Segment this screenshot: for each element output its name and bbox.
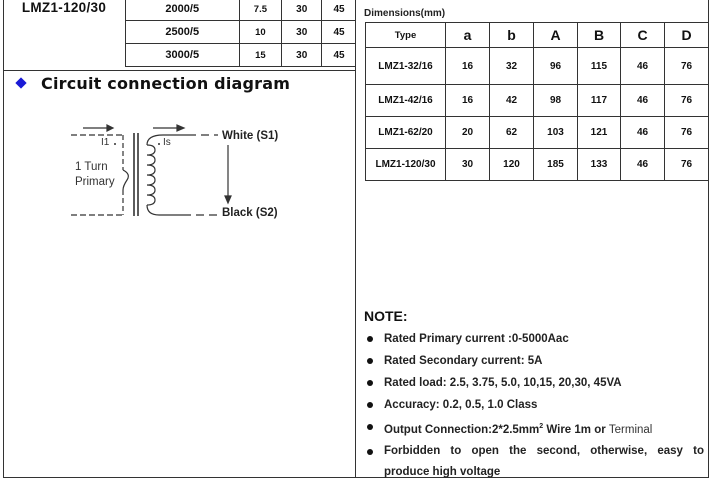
primary-label-line1: 1 Turn xyxy=(75,161,108,173)
value-cell: 32 xyxy=(490,48,534,85)
value-cell: 30 xyxy=(446,149,490,181)
value-cell: 96 xyxy=(534,48,578,85)
value-cell: 76 xyxy=(665,117,709,149)
dimensions-table xyxy=(365,22,709,181)
table-header-row xyxy=(366,23,709,48)
value-cell: 46 xyxy=(621,85,665,117)
note-item-forbidden xyxy=(364,441,704,483)
note-item xyxy=(364,394,704,416)
diamond-bullet-icon xyxy=(15,77,26,88)
note-text: produce high voltage xyxy=(384,465,501,478)
header-type: Type xyxy=(366,23,446,48)
transformer-schematic-icon xyxy=(3,118,356,228)
header-B: B xyxy=(578,23,621,48)
value-cell: 133 xyxy=(578,149,621,181)
value-cell: 30 xyxy=(282,44,322,67)
circuit-title-text: Circuit connection diagram xyxy=(41,74,291,93)
value-cell: 120 xyxy=(490,149,534,181)
right-panel xyxy=(355,0,709,478)
ratio-cell: 2000/5 xyxy=(126,0,240,21)
superscript: 2 xyxy=(539,423,544,430)
note-text: Output Connection:2*2.5mm xyxy=(384,423,540,436)
note-text: Accuracy: 0.2, 0.5, 1.0 Class xyxy=(384,399,538,411)
note-text: Rated Primary current :0-5000Aac xyxy=(384,333,569,345)
circuit-diagram xyxy=(3,118,356,228)
value-cell: 62 xyxy=(490,117,534,149)
value-cell: 46 xyxy=(621,149,665,181)
notes-list xyxy=(364,328,704,483)
bullet-icon xyxy=(367,336,373,342)
note-text: Forbidden to open the second, otherwise, easy to xyxy=(384,444,704,457)
note-text-terminal: Terminal xyxy=(608,423,653,436)
value-cell: 76 xyxy=(665,149,709,181)
table-row xyxy=(366,48,709,85)
bullet-icon xyxy=(367,402,373,408)
note-item xyxy=(364,372,704,394)
white-s1-label: White (S1) xyxy=(222,130,279,142)
value-cell: 20 xyxy=(446,117,490,149)
ratio-cell: 2500/5 xyxy=(126,21,240,44)
bullet-icon xyxy=(367,449,373,455)
value-cell: 30 xyxy=(282,0,322,21)
value-cell: 46 xyxy=(621,117,665,149)
note-text: Rated load: 2.5, 3.75, 5.0, 10,15, 20,30, 45VA xyxy=(384,377,622,389)
header-C: C xyxy=(621,23,665,48)
note-text: Rated Secondary current: 5A xyxy=(384,355,543,367)
table-row xyxy=(126,44,357,67)
black-s2-label: Black (S2) xyxy=(222,207,278,219)
section-divider xyxy=(3,70,356,71)
value-cell: 46 xyxy=(621,48,665,85)
secondary-current-label: Is xyxy=(163,137,171,148)
note-item xyxy=(364,350,704,372)
type-cell: LMZ1-120/30 xyxy=(366,149,446,181)
left-panel xyxy=(3,0,356,478)
value-cell: 10 xyxy=(239,21,282,44)
table-row xyxy=(366,85,709,117)
ratings-table xyxy=(125,0,356,67)
type-cell: LMZ1-32/16 xyxy=(366,48,446,85)
value-cell: 7.5 xyxy=(239,0,282,21)
header-D: D xyxy=(665,23,709,48)
primary-label-line2: Primary xyxy=(75,176,115,188)
value-cell: 185 xyxy=(534,149,578,181)
value-cell: 45 xyxy=(322,0,356,21)
value-cell: 42 xyxy=(490,85,534,117)
note-item-output-connection xyxy=(364,416,704,441)
value-cell: 121 xyxy=(578,117,621,149)
note-title: NOTE: xyxy=(364,308,408,324)
value-cell: 98 xyxy=(534,85,578,117)
note-text: Wire 1m or xyxy=(543,423,609,436)
bullet-icon xyxy=(367,380,373,386)
value-cell: 16 xyxy=(446,48,490,85)
ratio-cell: 3000/5 xyxy=(126,44,240,67)
table-row xyxy=(126,0,357,21)
bullet-icon xyxy=(367,424,373,430)
value-cell: 76 xyxy=(665,85,709,117)
circuit-section-title xyxy=(15,74,290,93)
type-cell: LMZ1-42/16 xyxy=(366,85,446,117)
bullet-icon xyxy=(367,358,373,364)
value-cell: 103 xyxy=(534,117,578,149)
table-row xyxy=(126,21,357,44)
model-label: LMZ1-120/30 xyxy=(21,0,107,15)
value-cell: 117 xyxy=(578,85,621,117)
header-A: A xyxy=(534,23,578,48)
value-cell: 45 xyxy=(322,21,356,44)
value-cell: 30 xyxy=(282,21,322,44)
value-cell: 115 xyxy=(578,48,621,85)
value-cell: 16 xyxy=(446,85,490,117)
table-row xyxy=(366,117,709,149)
value-cell: 76 xyxy=(665,48,709,85)
table-row xyxy=(366,149,709,181)
header-a: a xyxy=(446,23,490,48)
value-cell: 45 xyxy=(322,44,356,67)
dimensions-title: Dimensions(mm) xyxy=(364,8,446,19)
primary-current-label: I1 xyxy=(101,137,110,148)
type-cell: LMZ1-62/20 xyxy=(366,117,446,149)
header-b: b xyxy=(490,23,534,48)
value-cell: 15 xyxy=(239,44,282,67)
note-item xyxy=(364,328,704,350)
